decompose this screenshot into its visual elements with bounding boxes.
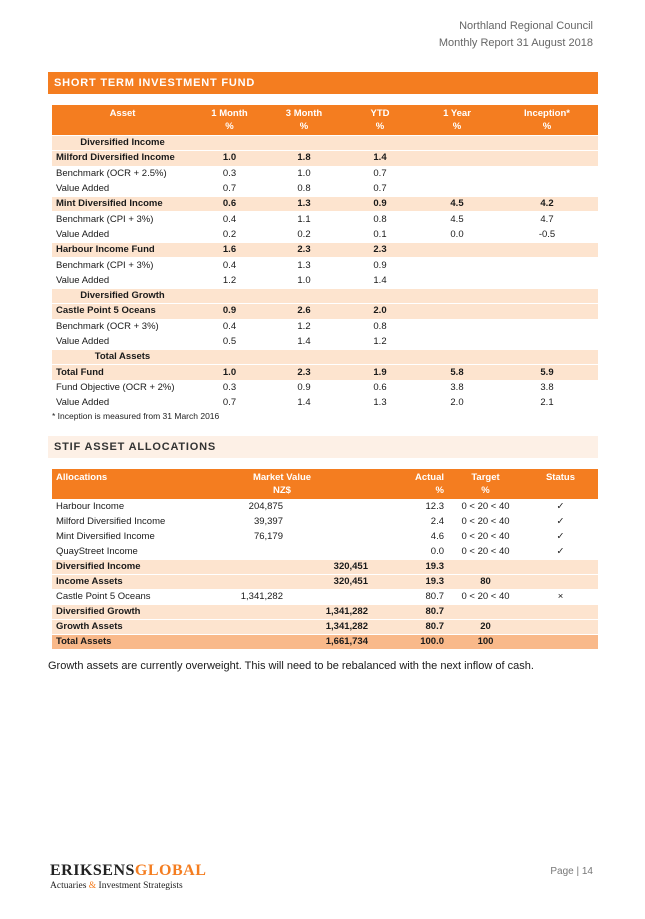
allocation-name: Diversified Income	[52, 560, 192, 575]
table-cell	[496, 243, 598, 258]
table-row	[52, 500, 598, 515]
subtotal-value: 320,451	[287, 560, 372, 575]
page-number: Page | 14	[550, 866, 593, 877]
subtotal-value	[287, 530, 372, 545]
table-cell: 0.3	[193, 166, 266, 181]
actual-percent: 12.3	[372, 500, 448, 515]
table-cell	[496, 273, 598, 288]
table-cell: 1.2	[342, 334, 418, 349]
table-row	[52, 560, 598, 575]
allocation-name: Castle Point 5 Oceans	[52, 590, 192, 605]
row-label: Value Added	[52, 396, 193, 411]
table-cell	[496, 136, 598, 151]
logo-tagline: Actuaries & Investment Strategists	[50, 881, 183, 891]
table-cell	[266, 350, 342, 365]
table-cell: 1.2	[193, 273, 266, 288]
table-cell: 0.1	[342, 227, 418, 242]
alloc-section-title: STIF ASSET ALLOCATIONS	[48, 436, 598, 458]
col-1-month: 1 Month %	[193, 105, 266, 136]
table-cell: 0.0	[418, 227, 496, 242]
table-cell	[496, 181, 598, 196]
table-cell: 1.3	[266, 197, 342, 212]
table-cell: 0.8	[342, 212, 418, 227]
table-cell: 1.4	[266, 334, 342, 349]
status-mark: ✓	[523, 530, 598, 545]
table-cell: 0.4	[193, 212, 266, 227]
col-inception: Inception* %	[496, 105, 598, 136]
table-row	[52, 590, 598, 605]
table-cell	[342, 136, 418, 151]
subtotal-value	[287, 590, 372, 605]
table-cell: 5.9	[496, 365, 598, 380]
row-label: Benchmark (CPI + 3%)	[52, 258, 193, 273]
commentary-text: Growth assets are currently overweight. This will need to be rebalanced with the next inflow of cash.	[48, 660, 534, 672]
report-header	[439, 18, 593, 52]
table-cell	[496, 304, 598, 319]
subtotal-value: 320,451	[287, 575, 372, 590]
table-cell	[418, 258, 496, 273]
table-cell	[193, 136, 266, 151]
category-row	[52, 136, 598, 151]
table-row	[52, 380, 598, 395]
table-cell: 0.7	[193, 181, 266, 196]
table-cell: 2.1	[496, 396, 598, 411]
row-label: Value Added	[52, 227, 193, 242]
market-value: 76,179	[192, 530, 287, 545]
row-label: Milford Diversified Income	[52, 151, 193, 166]
col-allocations: Allocations	[52, 469, 192, 500]
actual-percent: 80.7	[372, 590, 448, 605]
col-3-month: 3 Month %	[266, 105, 342, 136]
market-value	[192, 605, 287, 620]
target-range: 20	[448, 620, 523, 635]
table-cell: 1.4	[342, 151, 418, 166]
table-row	[52, 530, 598, 545]
table-cell: 0.9	[342, 197, 418, 212]
table-row	[52, 258, 598, 273]
category-label: Total Assets	[52, 350, 193, 365]
table-cell: 0.9	[266, 380, 342, 395]
table-cell: 0.7	[342, 181, 418, 196]
table-cell: 2.3	[342, 243, 418, 258]
market-value	[192, 635, 287, 650]
table-cell: 4.7	[496, 212, 598, 227]
allocation-name: Growth Assets	[52, 620, 192, 635]
table-cell: 1.1	[266, 212, 342, 227]
market-value: 1,341,282	[192, 590, 287, 605]
table-cell: 0.3	[193, 380, 266, 395]
table-cell: 1.3	[266, 258, 342, 273]
table-row	[52, 166, 598, 181]
table-row	[52, 243, 598, 258]
asset-allocation-table	[52, 469, 598, 649]
table-row	[52, 396, 598, 411]
table-row	[52, 212, 598, 227]
actual-percent: 19.3	[372, 560, 448, 575]
market-value: 39,397	[192, 515, 287, 530]
category-row	[52, 288, 598, 303]
table-cell	[496, 166, 598, 181]
table-cell	[418, 151, 496, 166]
allocation-name: Diversified Growth	[52, 605, 192, 620]
stif-header-row	[52, 105, 598, 136]
table-row	[52, 545, 598, 560]
row-label: Value Added	[52, 334, 193, 349]
table-cell: 0.2	[193, 227, 266, 242]
table-row	[52, 273, 598, 288]
allocation-name: QuayStreet Income	[52, 545, 192, 560]
col-1-year: 1 Year %	[418, 105, 496, 136]
table-cell: 5.8	[418, 365, 496, 380]
status-mark	[523, 635, 598, 650]
table-cell: 0.4	[193, 319, 266, 334]
status-mark	[523, 560, 598, 575]
table-cell	[418, 273, 496, 288]
inception-footnote: * Inception is measured from 31 March 2016	[52, 411, 220, 421]
table-cell: 4.5	[418, 212, 496, 227]
category-label: Diversified Growth	[52, 288, 193, 303]
table-cell: 4.2	[496, 197, 598, 212]
target-range: 100	[448, 635, 523, 650]
table-row	[52, 575, 598, 590]
table-cell	[496, 151, 598, 166]
table-cell: 0.7	[342, 166, 418, 181]
table-row	[52, 304, 598, 319]
row-label: Castle Point 5 Oceans	[52, 304, 193, 319]
table-row	[52, 515, 598, 530]
market-value: 204,875	[192, 500, 287, 515]
table-cell: 0.6	[342, 380, 418, 395]
subtotal-value: 1,341,282	[287, 620, 372, 635]
table-row	[52, 605, 598, 620]
status-mark	[523, 575, 598, 590]
row-label: Benchmark (OCR + 2.5%)	[52, 166, 193, 181]
col-asset: Asset	[52, 105, 193, 136]
target-range: 0 < 20 < 40	[448, 515, 523, 530]
table-cell	[418, 350, 496, 365]
table-cell	[418, 304, 496, 319]
status-mark	[523, 620, 598, 635]
table-cell: 3.8	[418, 380, 496, 395]
logo-text-eriksens: ERIKSENS	[50, 862, 135, 879]
actual-percent: 0.0	[372, 545, 448, 560]
row-label: Value Added	[52, 181, 193, 196]
table-cell: 1.0	[266, 273, 342, 288]
actual-percent: 2.4	[372, 515, 448, 530]
allocation-name: Total Assets	[52, 635, 192, 650]
allocation-name: Milford Diversified Income	[52, 515, 192, 530]
row-label: Mint Diversified Income	[52, 197, 193, 212]
table-cell	[496, 319, 598, 334]
table-cell: 0.9	[193, 304, 266, 319]
table-cell: 1.3	[342, 396, 418, 411]
table-cell	[193, 350, 266, 365]
table-cell	[418, 288, 496, 303]
table-cell: 1.4	[266, 396, 342, 411]
row-label: Benchmark (OCR + 3%)	[52, 319, 193, 334]
table-cell: 2.6	[266, 304, 342, 319]
table-row	[52, 227, 598, 242]
subtotal-value: 1,341,282	[287, 605, 372, 620]
table-cell: 2.0	[418, 396, 496, 411]
subtotal-value	[287, 515, 372, 530]
header-report-title: Monthly Report 31 August 2018	[438, 37, 593, 49]
table-cell: 0.4	[193, 258, 266, 273]
subtotal-value	[287, 500, 372, 515]
table-cell: 0.8	[342, 319, 418, 334]
table-cell: 1.4	[342, 273, 418, 288]
table-cell	[496, 334, 598, 349]
table-cell	[418, 136, 496, 151]
target-range	[448, 605, 523, 620]
table-cell: 1.0	[193, 151, 266, 166]
table-row	[52, 334, 598, 349]
col-market-value: Market Value NZ$	[192, 469, 372, 500]
status-mark	[523, 605, 598, 620]
row-label: Fund Objective (OCR + 2%)	[52, 380, 193, 395]
table-cell: 3.8	[496, 380, 598, 395]
table-cell	[342, 350, 418, 365]
table-cell	[418, 166, 496, 181]
status-mark: ×	[523, 590, 598, 605]
row-label: Total Fund	[52, 365, 193, 380]
logo-text-global: GLOBAL	[134, 862, 207, 879]
status-mark: ✓	[523, 515, 598, 530]
table-cell: 2.3	[266, 243, 342, 258]
status-mark: ✓	[523, 500, 598, 515]
table-row	[52, 365, 598, 380]
col-status: Status	[523, 469, 598, 500]
table-cell: 0.9	[342, 258, 418, 273]
header-organisation: Northland Regional Council	[459, 20, 593, 32]
table-cell	[418, 243, 496, 258]
allocation-name: Mint Diversified Income	[52, 530, 192, 545]
allocation-name: Income Assets	[52, 575, 192, 590]
table-cell: 1.6	[193, 243, 266, 258]
alloc-header-row	[52, 469, 598, 500]
actual-percent: 100.0	[372, 635, 448, 650]
table-cell: 0.7	[193, 396, 266, 411]
table-cell: 2.0	[342, 304, 418, 319]
col-ytd: YTD %	[342, 105, 418, 136]
target-range: 0 < 20 < 40	[448, 530, 523, 545]
target-range	[448, 560, 523, 575]
actual-percent: 80.7	[372, 605, 448, 620]
table-cell: 0.5	[193, 334, 266, 349]
target-range: 0 < 20 < 40	[448, 590, 523, 605]
table-cell: 1.2	[266, 319, 342, 334]
table-cell	[418, 181, 496, 196]
table-cell: 0.6	[193, 197, 266, 212]
eriksens-global-logo	[50, 862, 206, 891]
allocation-name: Harbour Income	[52, 500, 192, 515]
market-value	[192, 560, 287, 575]
actual-percent: 80.7	[372, 620, 448, 635]
table-cell	[266, 288, 342, 303]
col-target: Target %	[448, 469, 523, 500]
market-value	[192, 545, 287, 560]
table-cell: 1.0	[193, 365, 266, 380]
table-row	[52, 151, 598, 166]
table-cell	[496, 350, 598, 365]
target-range: 0 < 20 < 40	[448, 500, 523, 515]
table-cell: 1.9	[342, 365, 418, 380]
stif-section-title: SHORT TERM INVESTMENT FUND	[48, 72, 598, 94]
subtotal-value	[287, 545, 372, 560]
table-row	[52, 197, 598, 212]
table-cell: 1.8	[266, 151, 342, 166]
row-label: Value Added	[52, 273, 193, 288]
market-value	[192, 575, 287, 590]
col-actual: Actual %	[372, 469, 448, 500]
category-label: Diversified Income	[52, 136, 193, 151]
target-range: 80	[448, 575, 523, 590]
table-cell: 2.3	[266, 365, 342, 380]
row-label: Harbour Income Fund	[52, 243, 193, 258]
table-cell: 4.5	[418, 197, 496, 212]
actual-percent: 19.3	[372, 575, 448, 590]
table-row	[52, 319, 598, 334]
table-cell	[266, 136, 342, 151]
actual-percent: 4.6	[372, 530, 448, 545]
category-row	[52, 350, 598, 365]
market-value	[192, 620, 287, 635]
target-range: 0 < 20 < 40	[448, 545, 523, 560]
table-cell	[496, 288, 598, 303]
table-cell: 1.0	[266, 166, 342, 181]
row-label: Benchmark (CPI + 3%)	[52, 212, 193, 227]
table-cell	[342, 288, 418, 303]
stif-performance-table	[52, 105, 598, 411]
table-cell	[418, 334, 496, 349]
table-row	[52, 635, 598, 650]
table-cell: -0.5	[496, 227, 598, 242]
subtotal-value: 1,661,734	[287, 635, 372, 650]
table-cell	[418, 319, 496, 334]
table-row	[52, 620, 598, 635]
table-cell	[193, 288, 266, 303]
table-row	[52, 181, 598, 196]
table-cell: 0.8	[266, 181, 342, 196]
table-cell	[496, 258, 598, 273]
status-mark: ✓	[523, 545, 598, 560]
table-cell: 0.2	[266, 227, 342, 242]
